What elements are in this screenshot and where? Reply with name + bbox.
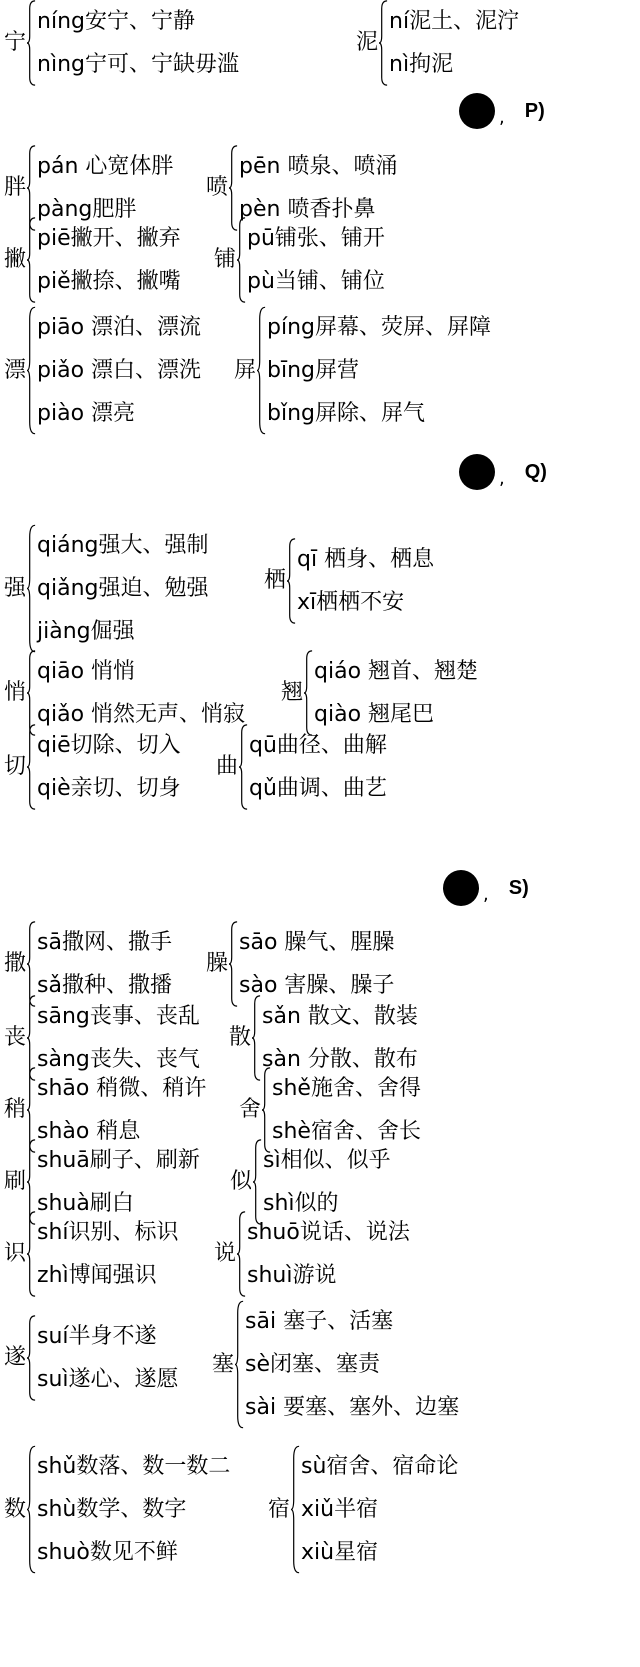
reading-line: qǔ曲调、曲艺 bbox=[249, 776, 387, 801]
entry-su bbox=[268, 1445, 458, 1574]
section-letter: Q) bbox=[524, 460, 547, 483]
entry-ping bbox=[234, 306, 491, 435]
reading-line: shuō说话、说法 bbox=[247, 1220, 410, 1245]
entry-character: 栖 bbox=[264, 568, 287, 593]
reading-line: shāo 稍微、稍许 bbox=[37, 1076, 207, 1101]
left-brace-icon bbox=[27, 306, 36, 435]
reading-line: ní泥土、泥泞 bbox=[389, 9, 520, 34]
section-header-q bbox=[459, 454, 547, 490]
left-brace-icon bbox=[237, 217, 246, 303]
reading-list bbox=[37, 1211, 179, 1297]
entry-pie bbox=[4, 217, 181, 303]
entry-character: 翘 bbox=[281, 680, 304, 705]
comma: , bbox=[499, 467, 505, 489]
reading-line: piē撇开、撇弃 bbox=[37, 226, 181, 251]
reading-line: sāo 臊气、腥臊 bbox=[239, 930, 395, 955]
entry-character: 屏 bbox=[234, 357, 257, 383]
entry-character: 稍 bbox=[4, 1097, 27, 1122]
entry-character: 悄 bbox=[4, 680, 27, 705]
reading-line: shè宿舍、舍长 bbox=[272, 1119, 421, 1144]
reading-list bbox=[37, 306, 201, 435]
reading-line: piǎo 漂白、漂洗 bbox=[37, 358, 202, 383]
entry-character: 似 bbox=[230, 1169, 253, 1194]
entry-character: 宿 bbox=[268, 1496, 291, 1522]
reading-line: sǎn 散文、散装 bbox=[262, 1004, 418, 1029]
entry-character: 胖 bbox=[4, 175, 27, 200]
entry-shu bbox=[4, 1445, 230, 1574]
reading-line: sǎ撒种、撒播 bbox=[37, 973, 172, 998]
entry-character: 喷 bbox=[206, 175, 229, 200]
reading-line: piě撇捺、撇嘴 bbox=[37, 269, 181, 294]
section-header-s bbox=[443, 870, 529, 906]
comma: , bbox=[483, 883, 489, 905]
reading-list bbox=[37, 1315, 179, 1401]
reading-line: pán 心宽体胖 bbox=[37, 154, 174, 179]
left-brace-icon bbox=[27, 724, 36, 810]
reading-line: pū铺张、铺开 bbox=[247, 226, 385, 251]
reading-list bbox=[37, 724, 181, 810]
entry-qiang bbox=[4, 524, 208, 653]
entry-pu bbox=[214, 217, 385, 303]
left-brace-icon bbox=[27, 217, 36, 303]
reading-line: piāo 漂泊、漂流 bbox=[37, 315, 202, 340]
section-letter: S) bbox=[508, 876, 529, 899]
reading-list bbox=[247, 217, 385, 303]
entry-character: 强 bbox=[4, 575, 27, 601]
entry-character: 撒 bbox=[4, 951, 27, 976]
entry-character: 曲 bbox=[216, 754, 239, 779]
entry-character: 撇 bbox=[4, 247, 27, 272]
entry-character: 切 bbox=[4, 754, 27, 779]
reading-line: shì似的 bbox=[263, 1191, 339, 1216]
reading-line: qiē切除、切入 bbox=[37, 733, 181, 758]
reading-line: sào 害臊、臊子 bbox=[239, 973, 395, 998]
reading-line: sè闭塞、塞责 bbox=[245, 1352, 381, 1377]
reading-list bbox=[37, 217, 181, 303]
reading-line: xiǔ半宿 bbox=[301, 1497, 379, 1522]
reading-line: shù数学、数字 bbox=[37, 1497, 187, 1522]
entry-character: 铺 bbox=[214, 247, 237, 272]
reading-line: shí识别、标识 bbox=[37, 1220, 179, 1245]
left-brace-icon bbox=[27, 0, 36, 86]
entry-ning bbox=[4, 0, 239, 86]
reading-line: níng安宁、宁静 bbox=[37, 9, 195, 34]
left-brace-icon bbox=[27, 1445, 36, 1574]
left-brace-icon bbox=[235, 1300, 244, 1429]
left-brace-icon bbox=[27, 1315, 36, 1401]
reading-line: qiāo 悄悄 bbox=[37, 659, 136, 684]
left-brace-icon bbox=[291, 1445, 300, 1574]
reading-line: pèn 喷香扑鼻 bbox=[239, 197, 376, 222]
reading-list bbox=[389, 0, 519, 86]
reading-list bbox=[249, 724, 387, 810]
bullet-dot-icon bbox=[443, 870, 479, 906]
reading-line: qiáng强大、强制 bbox=[37, 533, 209, 558]
entry-character: 臊 bbox=[206, 951, 229, 976]
reading-line: xiù星宿 bbox=[301, 1540, 379, 1565]
section-letter: P) bbox=[524, 99, 545, 122]
entry-qu bbox=[216, 724, 387, 810]
entry-character: 识 bbox=[4, 1241, 27, 1266]
reading-line: suì遂心、遂愿 bbox=[37, 1367, 179, 1392]
reading-line: shǔ数落、数一数二 bbox=[37, 1454, 231, 1479]
entry-shi bbox=[4, 1211, 179, 1297]
comma: , bbox=[499, 106, 505, 128]
reading-line: qiè亲切、切身 bbox=[37, 776, 181, 801]
reading-line: piào 漂亮 bbox=[37, 401, 136, 426]
entry-character: 遂 bbox=[4, 1345, 27, 1370]
reading-line: sài 要塞、塞外、边塞 bbox=[245, 1395, 460, 1420]
entry-piao bbox=[4, 306, 201, 435]
reading-list bbox=[245, 1300, 459, 1429]
reading-list bbox=[37, 1445, 230, 1574]
left-brace-icon bbox=[239, 724, 248, 810]
reading-line: sù宿舍、宿命论 bbox=[301, 1454, 459, 1479]
left-brace-icon bbox=[287, 538, 296, 624]
entry-sai bbox=[212, 1300, 459, 1429]
bullet-dot-icon bbox=[459, 454, 495, 490]
reading-line: xī栖栖不安 bbox=[297, 590, 405, 615]
reading-line: nìng宁可、宁缺毋滥 bbox=[37, 52, 239, 77]
reading-line: qiǎo 悄然无声、悄寂 bbox=[37, 702, 246, 727]
reading-line: shuò数见不鲜 bbox=[37, 1540, 178, 1565]
entry-character: 数 bbox=[4, 1496, 27, 1522]
reading-line: shuì游说 bbox=[247, 1263, 337, 1288]
reading-list bbox=[37, 524, 208, 653]
entry-ni bbox=[356, 0, 519, 86]
reading-line: sāi 塞子、活塞 bbox=[245, 1309, 394, 1334]
reading-line: sàn 分散、散布 bbox=[262, 1047, 418, 1072]
left-brace-icon bbox=[379, 0, 388, 86]
reading-list bbox=[267, 306, 491, 435]
reading-line: qī 栖身、栖息 bbox=[297, 547, 435, 572]
entry-character: 说 bbox=[214, 1241, 237, 1266]
entry-character: 塞 bbox=[212, 1351, 235, 1377]
reading-line: bǐng屏除、屏气 bbox=[267, 401, 426, 426]
entry-character: 刷 bbox=[4, 1169, 27, 1194]
reading-line: shuà刷白 bbox=[37, 1191, 134, 1216]
reading-line: pù当铺、铺位 bbox=[247, 269, 385, 294]
reading-line: qiào 翘尾巴 bbox=[314, 702, 435, 727]
reading-line: sāng丧事、丧乱 bbox=[37, 1004, 200, 1029]
section-header-p bbox=[459, 93, 545, 129]
reading-line: qiáo 翘首、翘楚 bbox=[314, 659, 479, 684]
entry-character: 泥 bbox=[356, 30, 379, 55]
reading-line: suí半身不遂 bbox=[37, 1324, 157, 1349]
reading-line: bīng屏营 bbox=[267, 358, 360, 383]
entry-sui bbox=[4, 1315, 179, 1401]
bullet-dot-icon bbox=[459, 93, 495, 129]
reading-line: pàng肥胖 bbox=[37, 197, 137, 222]
entry-qi bbox=[264, 538, 434, 624]
left-brace-icon bbox=[237, 1211, 246, 1297]
reading-line: qū曲径、曲解 bbox=[249, 733, 387, 758]
entry-character: 漂 bbox=[4, 357, 27, 383]
entry-qie bbox=[4, 724, 181, 810]
reading-line: nì拘泥 bbox=[389, 52, 454, 77]
reading-line: sì相似、似乎 bbox=[263, 1148, 391, 1173]
entry-character: 散 bbox=[229, 1025, 252, 1050]
reading-line: píng屏幕、荧屏、屏障 bbox=[267, 315, 492, 340]
reading-list bbox=[301, 1445, 458, 1574]
reading-line: shào 稍息 bbox=[37, 1119, 141, 1144]
reading-list bbox=[247, 1211, 410, 1297]
reading-list bbox=[297, 538, 434, 624]
reading-line: shuā刷子、刷新 bbox=[37, 1148, 200, 1173]
left-brace-icon bbox=[27, 1211, 36, 1297]
reading-line: sàng丧失、丧气 bbox=[37, 1047, 200, 1072]
left-brace-icon bbox=[27, 524, 36, 653]
reading-line: jiàng倔强 bbox=[37, 619, 135, 644]
reading-line: zhì博闻强识 bbox=[37, 1263, 157, 1288]
left-brace-icon bbox=[257, 306, 266, 435]
entry-shuo bbox=[214, 1211, 410, 1297]
reading-line: qiǎng强迫、勉强 bbox=[37, 576, 209, 601]
entry-character: 舍 bbox=[239, 1097, 262, 1122]
entry-character: 宁 bbox=[4, 30, 27, 55]
entry-character: 丧 bbox=[4, 1025, 27, 1050]
reading-list bbox=[37, 0, 239, 86]
reading-line: sā撒网、撒手 bbox=[37, 930, 172, 955]
reading-line: pēn 喷泉、喷涌 bbox=[239, 154, 398, 179]
reading-line: shě施舍、舍得 bbox=[272, 1076, 421, 1101]
